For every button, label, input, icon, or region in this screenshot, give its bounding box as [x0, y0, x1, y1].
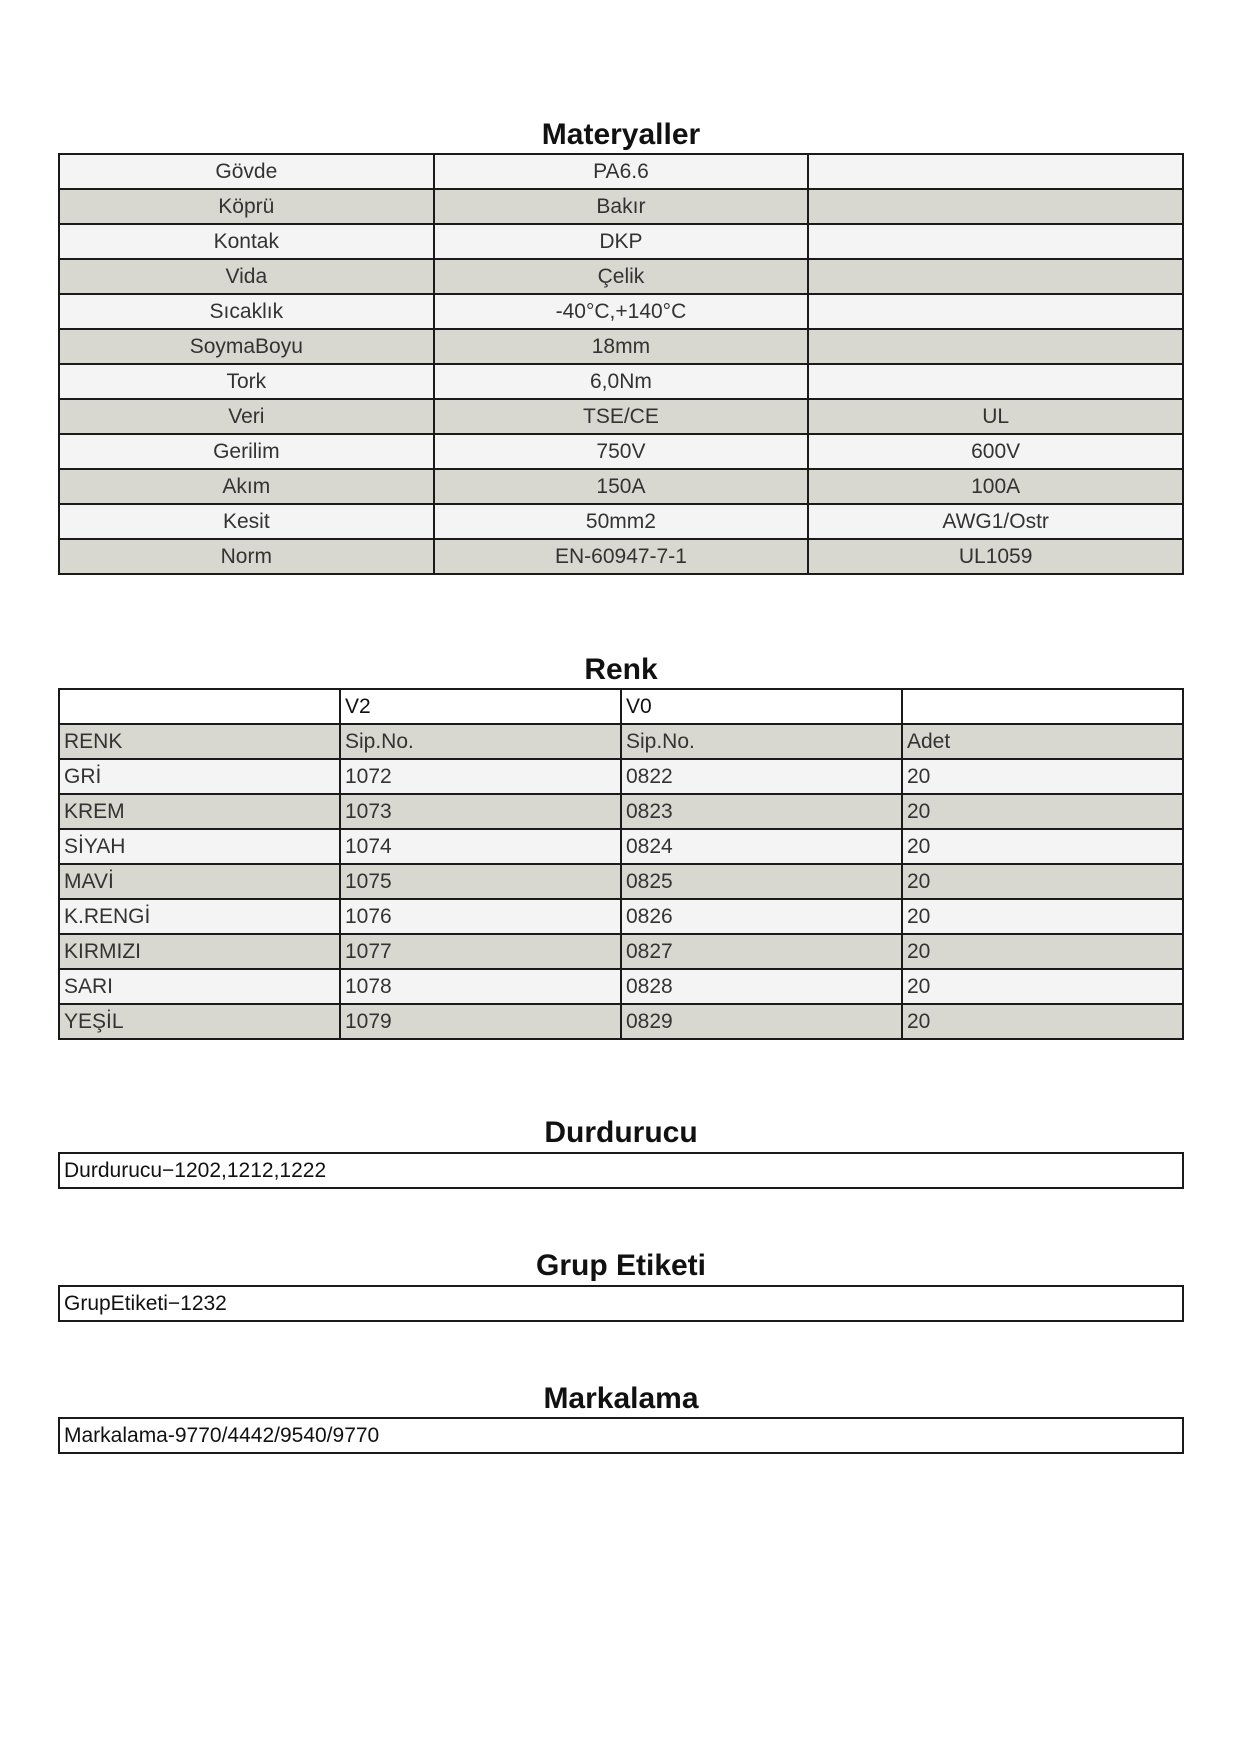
materials-cell: 6,0Nm — [434, 364, 809, 399]
materials-row — [59, 469, 1183, 504]
colors-cell: SİYAH — [59, 829, 340, 864]
colors-cell: KIRMIZI — [59, 934, 340, 969]
colors-cell: K.RENGİ — [59, 899, 340, 934]
materials-cell: DKP — [434, 224, 809, 259]
materials-cell: EN-60947-7-1 — [434, 539, 809, 574]
materials-row — [59, 364, 1183, 399]
colors-row — [59, 969, 1183, 1004]
materials-cell — [808, 329, 1183, 364]
materials-row — [59, 224, 1183, 259]
materials-cell: Çelik — [434, 259, 809, 294]
materials-cell: Akım — [59, 469, 434, 504]
colors-cell — [59, 689, 340, 724]
materials-table — [58, 153, 1184, 575]
colors-cell: 20 — [902, 969, 1183, 1004]
colors-cell — [902, 689, 1183, 724]
colors-cell: 20 — [902, 794, 1183, 829]
colors-cell: 1074 — [340, 829, 621, 864]
materials-row — [59, 189, 1183, 224]
colors-row — [59, 829, 1183, 864]
colors-cell: V2 — [340, 689, 621, 724]
colors-cell: KREM — [59, 794, 340, 829]
colors-row — [59, 934, 1183, 969]
materials-cell: 600V — [808, 434, 1183, 469]
colors-cell: 1072 — [340, 759, 621, 794]
materials-cell: AWG1/Ostr — [808, 504, 1183, 539]
materials-cell: Tork — [59, 364, 434, 399]
materials-cell: SoymaBoyu — [59, 329, 434, 364]
colors-cell: 20 — [902, 1004, 1183, 1039]
colors-cell: 0825 — [621, 864, 902, 899]
materials-row — [59, 294, 1183, 329]
materials-cell: 750V — [434, 434, 809, 469]
materials-cell: UL1059 — [808, 539, 1183, 574]
colors-table — [58, 688, 1184, 1040]
materials-row — [59, 504, 1183, 539]
colors-cell: 1075 — [340, 864, 621, 899]
colors-cell: 20 — [902, 759, 1183, 794]
materials-cell: Bakır — [434, 189, 809, 224]
materials-cell: Gövde — [59, 154, 434, 189]
colors-row — [59, 759, 1183, 794]
materials-cell: 100A — [808, 469, 1183, 504]
materials-cell — [808, 189, 1183, 224]
materials-cell: Kontak — [59, 224, 434, 259]
materials-cell: Kesit — [59, 504, 434, 539]
materials-cell: Norm — [59, 539, 434, 574]
colors-cell: 0822 — [621, 759, 902, 794]
materials-row — [59, 154, 1183, 189]
materials-cell: Sıcaklık — [59, 294, 434, 329]
colors-cell: 20 — [902, 829, 1183, 864]
colors-cell: GRİ — [59, 759, 340, 794]
materials-cell: Köprü — [59, 189, 434, 224]
colors-group-header-row — [59, 689, 1183, 724]
colors-cell: RENK — [59, 724, 340, 759]
colors-row — [59, 1004, 1183, 1039]
materials-cell: TSE/CE — [434, 399, 809, 434]
marking-value: Markalama-9770/4442/9540/9770 — [58, 1417, 1184, 1454]
colors-cell: 1077 — [340, 934, 621, 969]
colors-cell: 1076 — [340, 899, 621, 934]
colors-cell: YEŞİL — [59, 1004, 340, 1039]
group-label-value: GrupEtiketi−1232 — [58, 1285, 1184, 1322]
materials-row — [59, 399, 1183, 434]
materials-cell: 50mm2 — [434, 504, 809, 539]
materials-cell — [808, 294, 1183, 329]
materials-cell: Veri — [59, 399, 434, 434]
materials-row — [59, 539, 1183, 574]
colors-cell: 20 — [902, 934, 1183, 969]
materials-cell: Vida — [59, 259, 434, 294]
colors-cell: 0826 — [621, 899, 902, 934]
colors-row — [59, 794, 1183, 829]
materials-cell — [808, 224, 1183, 259]
colors-cell: Sip.No. — [621, 724, 902, 759]
materials-title: Materyaller — [541, 118, 701, 151]
materials-row — [59, 329, 1183, 364]
colors-cell: 0824 — [621, 829, 902, 864]
materials-cell: -40°C,+140°C — [434, 294, 809, 329]
materials-row — [59, 434, 1183, 469]
colors-cell: 1073 — [340, 794, 621, 829]
materials-cell — [808, 364, 1183, 399]
materials-row — [59, 259, 1183, 294]
colors-cell: V0 — [621, 689, 902, 724]
colors-cell: 20 — [902, 899, 1183, 934]
colors-cell: MAVİ — [59, 864, 340, 899]
colors-cell: 0823 — [621, 794, 902, 829]
colors-cell: Adet — [902, 724, 1183, 759]
colors-cell: 1079 — [340, 1004, 621, 1039]
materials-cell: 150A — [434, 469, 809, 504]
stopper-value: Durdurucu−1202,1212,1222 — [58, 1152, 1184, 1189]
colors-cell: 20 — [902, 864, 1183, 899]
group-label-title: Grup Etiketi — [535, 1249, 707, 1282]
materials-cell: Gerilim — [59, 434, 434, 469]
materials-cell: PA6.6 — [434, 154, 809, 189]
materials-cell — [808, 154, 1183, 189]
colors-cell: SARI — [59, 969, 340, 1004]
colors-header-row — [59, 724, 1183, 759]
colors-cell: 0829 — [621, 1004, 902, 1039]
colors-title: Renk — [584, 653, 658, 686]
colors-row — [59, 864, 1183, 899]
marking-title: Markalama — [543, 1382, 699, 1415]
colors-cell: 0827 — [621, 934, 902, 969]
stopper-title: Durdurucu — [544, 1116, 698, 1149]
colors-cell: 0828 — [621, 969, 902, 1004]
colors-cell: 1078 — [340, 969, 621, 1004]
colors-cell: Sip.No. — [340, 724, 621, 759]
colors-row — [59, 899, 1183, 934]
materials-cell: UL — [808, 399, 1183, 434]
materials-cell — [808, 259, 1183, 294]
materials-cell: 18mm — [434, 329, 809, 364]
